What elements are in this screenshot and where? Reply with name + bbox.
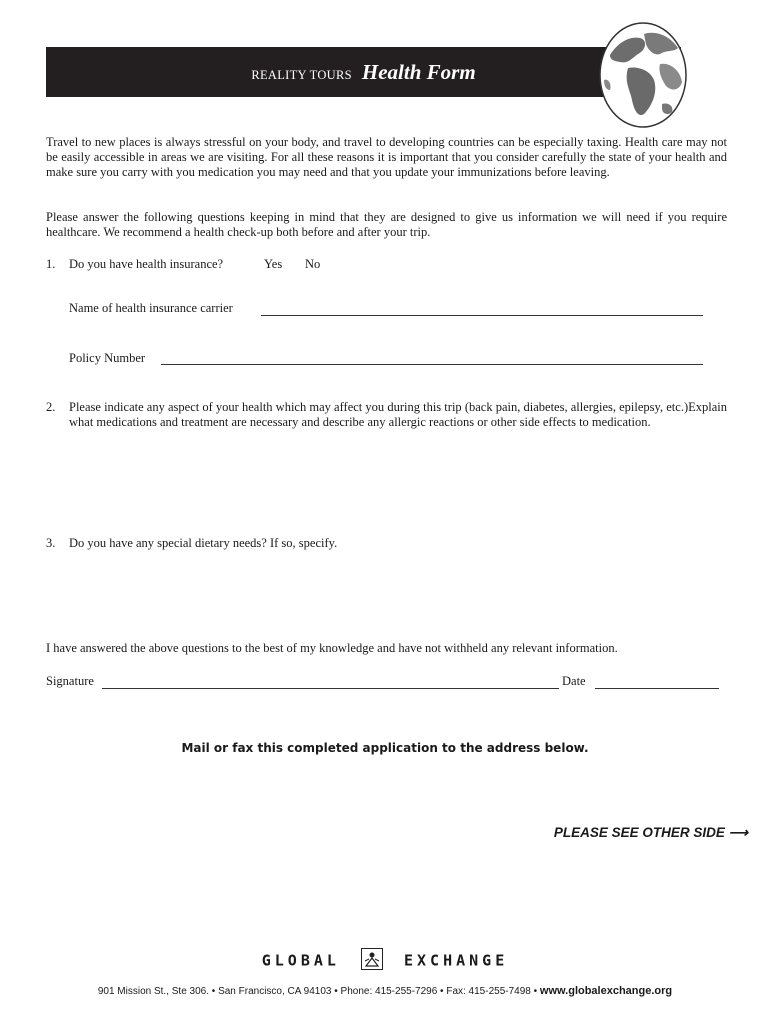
intro-paragraph-2: Please answer the following questions keeping in mind that they are designed to give us information we will need if you require healthcare. We recommend a health check-up both before and after your trip. <box>46 210 727 239</box>
q3-number: 3. <box>46 536 56 550</box>
brand-title: REALITY TOURS <box>251 68 352 82</box>
q3-item <box>46 536 727 551</box>
header-banner <box>46 47 681 97</box>
banner-title <box>46 47 681 97</box>
policy-label: Policy Number <box>69 351 146 365</box>
global-exchange-logo <box>0 950 770 972</box>
signature-label: Signature <box>46 674 94 688</box>
q1-no-option[interactable]: No <box>305 257 321 271</box>
footer-website-link[interactable]: www.globalexchange.org <box>539 985 673 997</box>
q3-answer-area[interactable] <box>69 556 727 636</box>
q1-number: 1. <box>46 257 56 271</box>
footer <box>0 985 770 997</box>
carrier-field[interactable] <box>261 315 703 316</box>
q2-question: Please indicate any aspect of your health which may affect you during this trip (back pain, diabetes, allergies, epilepsy, etc.)Explain what medications and treatment are necessary and describe any allergic reactions or other side effects to medication. <box>69 400 727 429</box>
logo-text-right: EXCHANGE <box>404 951 509 970</box>
logo-mark-icon <box>361 948 383 970</box>
signature-field[interactable] <box>102 688 559 689</box>
globe-icon <box>598 20 688 130</box>
footer-address: 901 Mission St., Ste 306. • San Francisco, CA 94103 • Phone: 415-255-7296 • Fax: 415-255-7498 • <box>97 986 538 997</box>
form-title: Health Form <box>361 60 476 84</box>
date-label: Date <box>562 674 586 688</box>
policy-number-field[interactable] <box>161 364 703 365</box>
intro-paragraph-1: Travel to new places is always stressful on your body, and travel to developing countries can be especially taxing. Health care may not be easily accessible in areas we are visiting. For all these reasons it is important that you consider carefully the state of your health and make sure you carry with you medication you may need and that you update your immunizations before leaving. <box>46 135 727 179</box>
attestation-text: I have answered the above questions to the best of my knowledge and have not withheld any relevant information. <box>46 641 618 655</box>
q2-item <box>46 400 727 430</box>
q3-question: Do you have any special dietary needs? If so, specify. <box>69 536 338 550</box>
q2-answer-area[interactable] <box>69 450 727 530</box>
q1-yes-option[interactable]: Yes <box>264 257 283 271</box>
carrier-label: Name of health insurance carrier <box>69 301 233 315</box>
date-field[interactable] <box>595 688 719 689</box>
q2-number: 2. <box>46 400 56 414</box>
please-see-other-side <box>554 825 748 841</box>
q1-question: Do you have health insurance? <box>69 257 224 271</box>
please-see-text: PLEASE SEE OTHER SIDE <box>553 825 725 840</box>
arrow-right-icon: ⟶ <box>728 825 748 840</box>
logo-text-left: GLOBAL <box>261 951 340 970</box>
mail-instructions: Mail or fax this completed application to the address below. <box>181 741 589 755</box>
